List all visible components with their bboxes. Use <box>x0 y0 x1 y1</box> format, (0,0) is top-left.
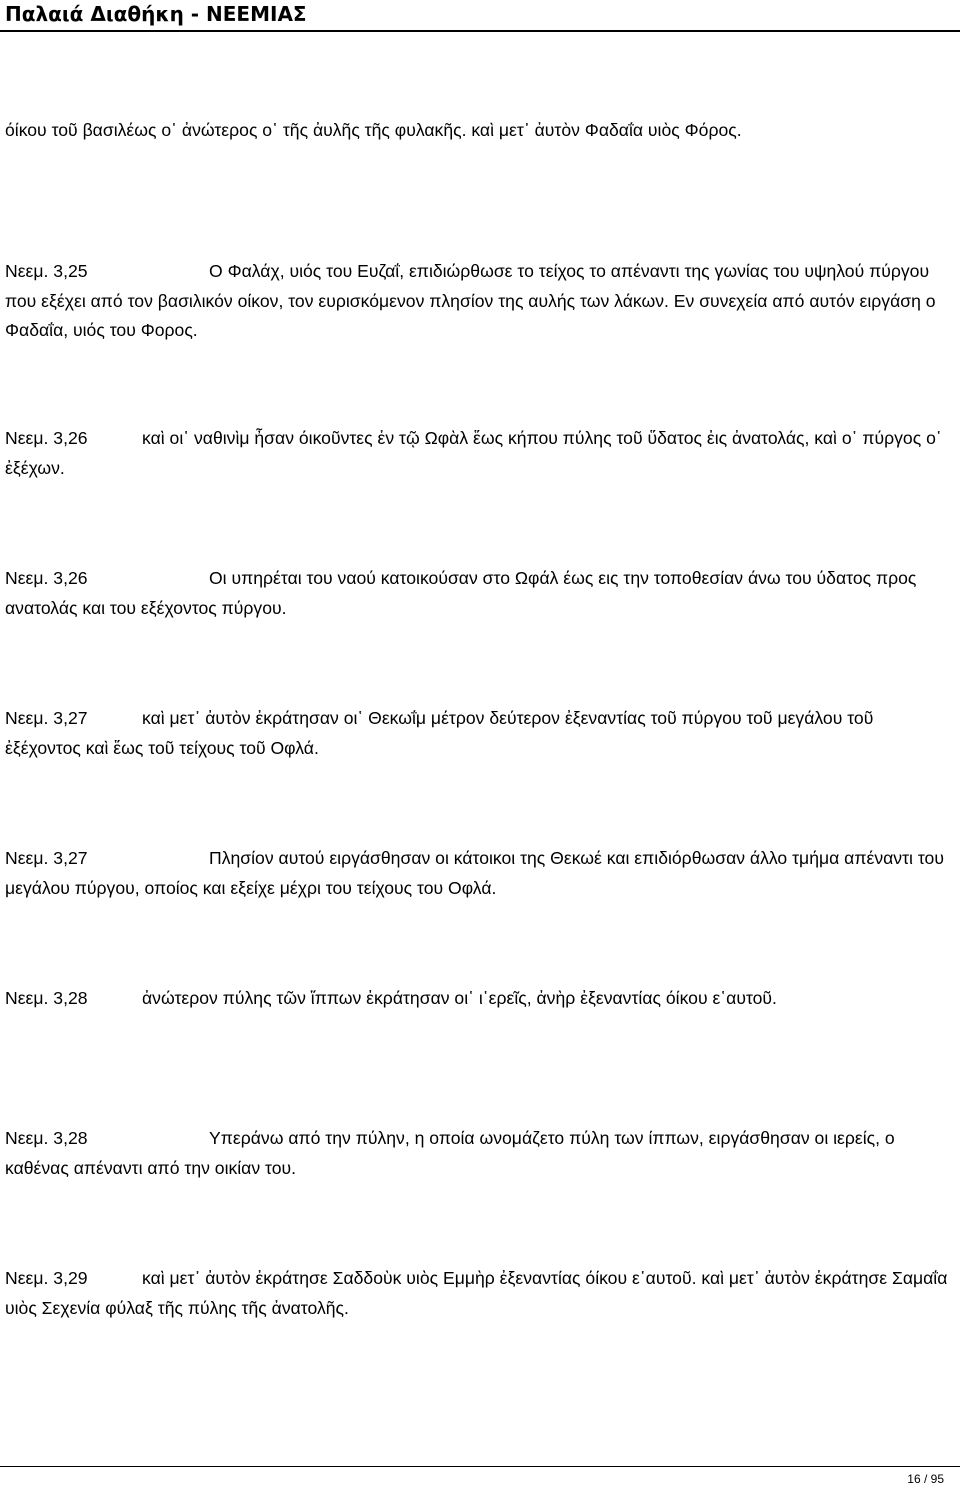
verse-reference: Νεεμ. 3,29 <box>5 1268 88 1288</box>
passage-text: καὶ μετ᾿ ἀυτὸν ἐκράτησαν οι῾ Θεκωΐμ μέτρον δεύτερον ἐξεναντίας τοῦ πύργου τοῦ μεγάλου τοῦ ἐξέχοντος καὶ ἕως τοῦ τείχους τοῦ Οφλά. <box>5 708 879 758</box>
verse-reference: Νεεμ. 3,28 <box>5 1128 88 1148</box>
verse-reference: Νεεμ. 3,26 <box>5 428 88 448</box>
passage-1 <box>5 257 950 346</box>
passage-7 <box>5 1124 950 1183</box>
verse-reference: Νεεμ. 3,27 <box>5 848 88 868</box>
footer-divider <box>0 1466 960 1467</box>
passage-text: όίκου τοῦ βασιλέως ο῾ ἀνώτερος ο῾ τῆς ἀυλῆς τῆς φυλακῆς. καὶ μετ᾿ ἀυτὸν Φαδαΐα υιὸς Φόρος. <box>5 120 742 140</box>
passage-text: ἀνώτερον πύλης τῶν ἵππων ἐκράτησαν οι῾ ι῾ερεῖς, ἀνὴρ ἐξεναντίας όίκου ε῾αυτοῦ. <box>142 988 777 1008</box>
passage-text: καὶ μετ᾿ ἀυτὸν ἐκράτησε Σαδδοὺκ υιὸς Εμμὴρ ἐξεναντίας όίκου ε῾αυτοῦ. καὶ μετ᾿ ἀυτὸν ἐκράτησε Σαμαΐα υιὸς Σεχενία φύλαξ τῆς πύλης τῆς ἀνατολῆς. <box>5 1268 953 1318</box>
page-title: Παλαιά Διαθήκη - ΝΕΕΜΙΑΣ <box>5 2 307 26</box>
passage-3 <box>5 564 950 623</box>
passage-text: καὶ οι῾ ναθινὶμ ἦσαν όικοῦντες ἐν τῷ Ωφὰλ ἕως κήπου πύλης τοῦ ὕδατος ἐις ἀνατολάς, καὶ ο῾ πύργος ο῾ ἐξέχων. <box>5 428 947 478</box>
verse-reference: Νεεμ. 3,25 <box>5 261 88 281</box>
passage-5 <box>5 844 950 903</box>
passage-6 <box>5 984 950 1014</box>
passage-4 <box>5 704 950 763</box>
page-header <box>0 0 960 40</box>
header-divider <box>0 30 960 32</box>
passage-text: Υπεράνω από την πύλην, η οποία ωνομάζετο πύλη των ίππων, ειργάσθησαν οι ιερείς, ο καθένας απέναντι από την οικίαν του. <box>5 1128 900 1178</box>
verse-reference: Νεεμ. 3,27 <box>5 708 88 728</box>
passage-2 <box>5 424 950 483</box>
verse-reference: Νεεμ. 3,26 <box>5 568 88 588</box>
page-number: 16 / 95 <box>907 1472 944 1486</box>
passage-text: Ο Φαλάχ, υιός του Ευζαΐ, επιδιώρθωσε το τείχος το απέναντι της γωνίας του υψηλού πύργου που εξέχει από τον βασιλικόν οίκον, τον ευρισκόμενον πλησίον της αυλής των λάκων. Εν συνεχεία από αυτόν ειργάση ο Φαδαΐα, υιός του Φορος. <box>5 261 941 340</box>
passage-8 <box>5 1264 953 1323</box>
passage-text: Οι υπηρέται του ναού κατοικούσαν στο Ωφάλ έως εις την τοποθεσίαν άνω του ύδατος προς ανατολάς και του εξέχοντος πύργου. <box>5 568 922 618</box>
verse-reference: Νεεμ. 3,28 <box>5 988 88 1008</box>
passage-text: Πλησίον αυτού ειργάσθησαν οι κάτοικοι της Θεκωέ και επιδιόρθωσαν άλλο τμήμα απέναντι του μεγάλου πύργου, οποίος και εξείχε μέχρι του τείχους του Οφλά. <box>5 848 949 898</box>
passage-0 <box>5 116 950 146</box>
